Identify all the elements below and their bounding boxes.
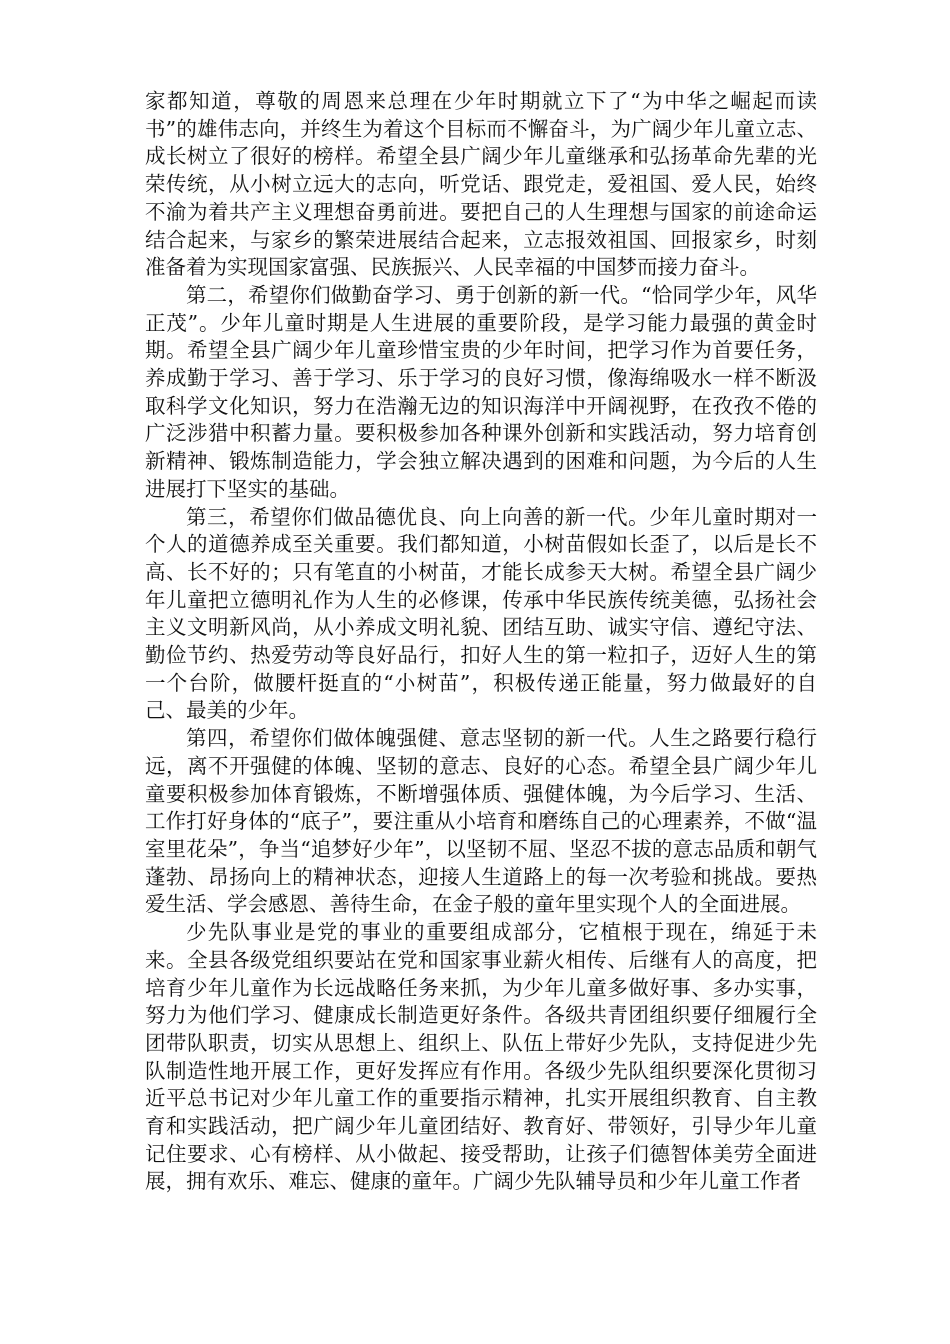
paragraph-2: 第二，希望你们做勤奋学习、勇于创新的新一代。“恰同学少年，风华正茂”。少年儿童时期是人生进展的重要阶段，是学习能力最强的黄金时期。希望全县广阔少年儿童珍惜宝贵的少年时间，把学习作为首要任务，养成勤于学习、善于学习、乐于学习的良好习惯，像海绵吸水一样不断汲取科学文化知识，努力在浩瀚无边的知识海洋中开阔视野，在孜孜不倦的广泛涉猎中积蓄力量。要积极参加各种课外创新和实践活动，努力培育创新精神、锻炼制造能力，学会独立解决遇到的困难和问题，为今后的人生进展打下坚实的基础。 — [145, 282, 817, 501]
paragraph-4: 第四，希望你们做体魄强健、意志坚韧的新一代。人生之路要行稳行远，离不开强健的体魄、坚韧的意志、良好的心态。希望全县广阔少年儿童要积极参加体育锻炼，不断增强体质、强健体魄，为今后学习、生活、工作打好身体的“底子”，要注重从小培育和磨练自己的心理素养，不做“温室里花朵”，争当“追梦好少年”，以坚韧不屈、坚忍不拔的意志品质和朝气蓬勃、昂扬向上的精神状态，迎接人生道路上的每一次考验和挑战。要热爱生活、学会感恩、善待生命，在金子般的童年里实现个人的全面进展。 — [145, 726, 817, 917]
paragraph-5: 少先队事业是党的事业的重要组成部分，它植根于现在，绵延于未来。全县各级党组织要站在党和国家事业薪火相传、后继有人的高度，把培育少年儿童作为长远战略任务来抓，为少年儿童多做好事、多办实事，努力为他们学习、健康成长制造更好条件。各级共青团组织要仔细履行全团带队职责，切实从思想上、组织上、队伍上带好少先队，支持促进少先队制造性地开展工作，更好发挥应有作用。各级少先队组织要深化贯彻习近平总书记对少年儿童工作的重要指示精神，扎实开展组织教育、自主教育和实践活动，把广阔少年儿童团结好、教育好、带领好，引导少年儿童记住要求、心有榜样、从小做起、接受帮助，让孩子们德智体美劳全面进展，拥有欢乐、难忘、健康的童年。广阔少先队辅导员和少年儿童工作者 — [145, 920, 817, 1194]
paragraph-1: 家都知道，尊敬的周恩来总理在少年时期就立下了“为中华之崛起而读书”的雄伟志向，并终生为着这个目标而不懈奋斗，为广阔少年儿童立志、成长树立了很好的榜样。希望全县广阔少年儿童继承和弘扬革命先辈的光荣传统，从小树立远大的志向，听党话、跟党走，爱祖国、爱人民，始终不渝为着共产主义理想奋勇前进。要把自己的人生理想与国家的前途命运结合起来，与家乡的繁荣进展结合起来，立志报效祖国、回报家乡，时刻准备着为实现国家富强、民族振兴、人民幸福的中国梦而接力奋斗。 — [145, 89, 817, 280]
document-body — [145, 88, 817, 1196]
paragraph-3: 第三，希望你们做品德优良、向上向善的新一代。少年儿童时期对一个人的道德养成至关重要。我们都知道，小树苗假如长歪了，以后是长不高、长不好的；只有笔直的小树苗，才能长成参天大树。希望全县广阔少年儿童把立德明礼作为人生的必修课，传承中华民族传统美德，弘扬社会主义文明新风尚，从小养成文明礼貌、团结互助、诚实守信、遵纪守法、勤俭节约、热爱劳动等良好品行，扣好人生的第一粒扣子，迈好人生的第一个台阶，做腰杆挺直的“小树苗”，积极传递正能量，努力做最好的自己、最美的少年。 — [145, 504, 817, 723]
